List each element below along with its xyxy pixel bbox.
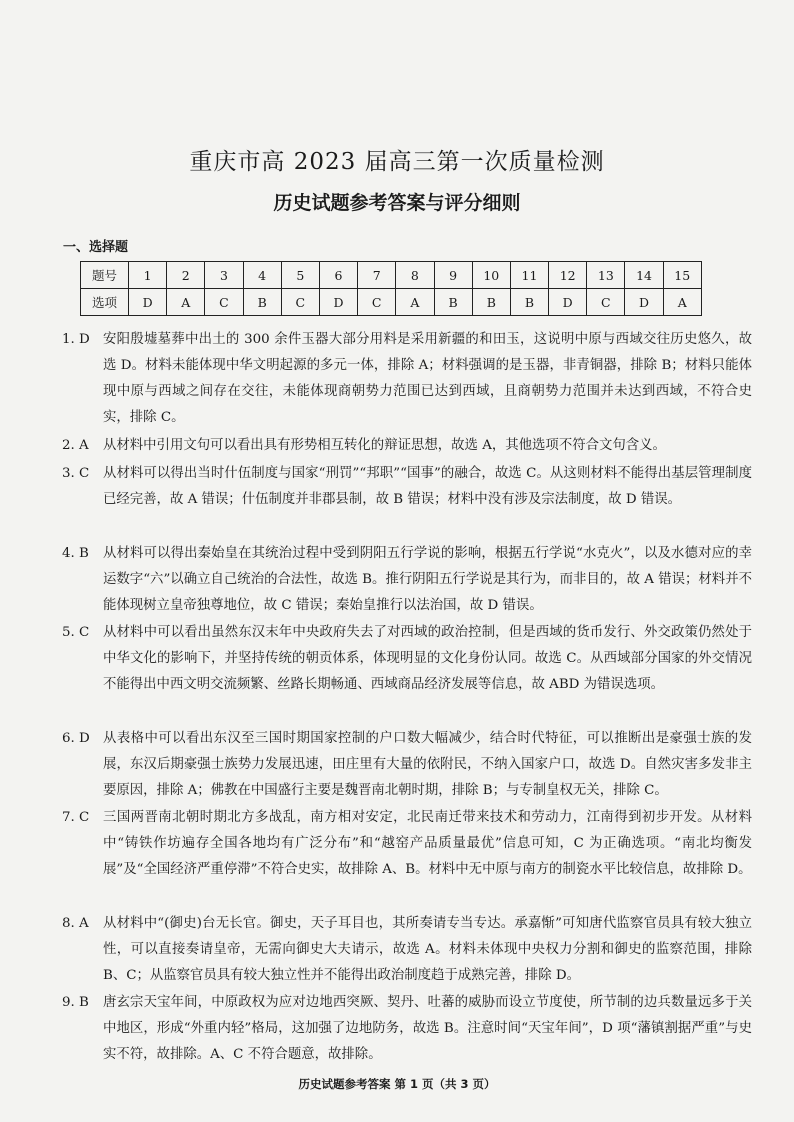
item-number: 1. D: [62, 332, 90, 347]
answer-choice: A: [396, 289, 434, 316]
answer-choice: C: [205, 289, 243, 316]
question-number: 6: [319, 262, 357, 289]
item-text: 从表格中可以看出东汉至三国时期国家控制的户口数大幅减少，结合时代特征，可以推断出是豪强士族的发展，东汉后期豪强士族势力发展迅速，田庄里有大量的依附民，不纳入国家户口，故选 D。自然灾害多发非主要原因，排除 A；佛教在中国盛行主要是魏晋南北朝时期，排除 B；与专制皇权无关，排除 C。: [103, 731, 752, 798]
explanation-item: [62, 726, 752, 804]
answer-choice: D: [319, 289, 357, 316]
row-label: 选项: [81, 289, 129, 316]
question-number: 8: [396, 262, 434, 289]
page-subtitle: 历史试题参考答案与评分细则: [273, 192, 521, 214]
item-number: 4. B: [62, 546, 89, 561]
answer-choice: D: [549, 289, 587, 316]
question-number: 1: [129, 262, 167, 289]
answer-choice: B: [510, 289, 548, 316]
row-label: 题号: [81, 262, 129, 289]
item-number: 7. C: [62, 810, 90, 825]
answer-choice: D: [625, 289, 663, 316]
item-text: 从材料可以得出秦始皇在其统治过程中受到阴阳五行学说的影响，根据五行学说“水克火”，以及水德对应的幸运数字“六”以确立自己统治的合法性，故选 B。推行阴阳五行学说是其行为，而非目的，故 A 错误；材料并不能体现树立皇帝独尊地位，故 C 错误；秦始皇推行以法治国，故 D 错误。: [103, 546, 752, 613]
question-number: 13: [587, 262, 625, 289]
question-number: 11: [510, 262, 548, 289]
answer-choice: D: [129, 289, 167, 316]
answer-table: [80, 261, 702, 316]
item-text: 唐玄宗天宝年间，中原政权为应对边地西突厥、契丹、吐蕃的威胁而设立节度使，所节制的边兵数量远多于关中地区，形成“外重内轻”格局，这加强了边地防务，故选 B。注意时间“天宝年间”，D 项“藩镇割据严重”与史实不符，故排除。A、C 不符合题意，故排除。: [103, 995, 752, 1062]
question-number: 7: [358, 262, 396, 289]
question-number: 10: [472, 262, 510, 289]
section-heading: 一、选择题: [63, 240, 129, 255]
question-number: 14: [625, 262, 663, 289]
answer-choice: C: [281, 289, 319, 316]
explanation-item: [62, 541, 752, 619]
item-text: 从材料可以得出当时什伍制度与国家“刑罚”“邦职”“国事”的融合，故选 C。从这则材料不能得出基层管理制度已经完善，故 A 错误；什伍制度并非郡县制，故 B 错误；材料中没有涉及宗法制度，故 D 错误。: [103, 466, 752, 507]
item-number: 2. A: [62, 438, 89, 453]
item-text: 三国两晋南北朝时期北方多战乱，南方相对安定，北民南迁带来技术和劳动力，江南得到初步开发。从材料中“铸铁作坊遍存全国各地均有广泛分布”和“越窑产品质量最优”信息可知，C 为正确选项。“南北均衡发展”及“全国经济严重停滞”不符合史实，故排除 A、B。材料中无中原与南方的制瓷水平比较信息，故排除 D。: [103, 810, 752, 877]
explanation-item: [62, 620, 752, 698]
item-number: 9. B: [62, 995, 89, 1010]
question-number: 5: [281, 262, 319, 289]
question-number: 4: [243, 262, 281, 289]
explanation-item: [62, 433, 752, 459]
question-number-row: [81, 262, 702, 289]
question-number: 2: [167, 262, 205, 289]
explanation-item: [62, 911, 752, 989]
question-number: 9: [434, 262, 472, 289]
item-text: 从材料中引用文句可以看出具有形势相互转化的辩证思想，故选 A，其他选项不符合文句含义。: [103, 438, 666, 453]
item-number: 3. C: [62, 466, 90, 481]
page-title: 重庆市高 2023 届高三第一次质量检测: [189, 149, 605, 175]
question-number: 15: [663, 262, 701, 289]
answer-row: [81, 289, 702, 316]
item-text: 从材料中可以看出虽然东汉末年中央政府失去了对西域的政治控制，但是西域的货币发行、外交政策仍然处于中华文化的影响下，并坚持传统的朝贡体系，体现明显的文化身份认同。故选 C。从西域部分国家的外交情况不能得出中西文明交流频繁、丝路长期畅通、西域商品经济发展等信息，故 ABD 为错误选项。: [103, 625, 752, 692]
explanation-item: [62, 990, 752, 1068]
answer-choice: A: [663, 289, 701, 316]
item-text: 从材料中“(御史)台无长官。御史，天子耳目也，其所奏请专当专达。承嘉惭”可知唐代监察官员具有较大独立性，可以直接奏请皇帝，无需向御史大夫请示，故选 A。材料未体现中央权力分割和御史的监察范围，排除 B、C；从监察官员具有较大独立性并不能得出政治制度趋于成熟完善，排除 D。: [103, 916, 752, 983]
explanation-item: [62, 327, 752, 431]
page-footer: 历史试题参考答案 第 1 页（共 3 页）: [298, 1077, 496, 1091]
answer-choice: C: [587, 289, 625, 316]
answer-choice: C: [358, 289, 396, 316]
answer-choice: B: [243, 289, 281, 316]
answer-choice: B: [472, 289, 510, 316]
item-number: 5. C: [62, 625, 90, 640]
explanation-item: [62, 461, 752, 513]
answer-choice: B: [434, 289, 472, 316]
explanation-item: [62, 805, 752, 883]
item-number: 8. A: [62, 916, 89, 931]
item-text: 安阳殷墟墓葬中出土的 300 余件玉器大部分用料是采用新疆的和田玉，这说明中原与西域交往历史悠久，故选 D。材料未能体现中华文明起源的多元一体，排除 A；材料强调的是玉器，非青铜器，排除 B；材料只能体现中原与西域之间存在交往，未能体现商朝势力范围已达到西域，且商朝势力范围并未达到西域，不符合史实，排除 C。: [103, 332, 752, 425]
item-number: 6. D: [62, 731, 90, 746]
answer-choice: A: [167, 289, 205, 316]
question-number: 12: [549, 262, 587, 289]
question-number: 3: [205, 262, 243, 289]
